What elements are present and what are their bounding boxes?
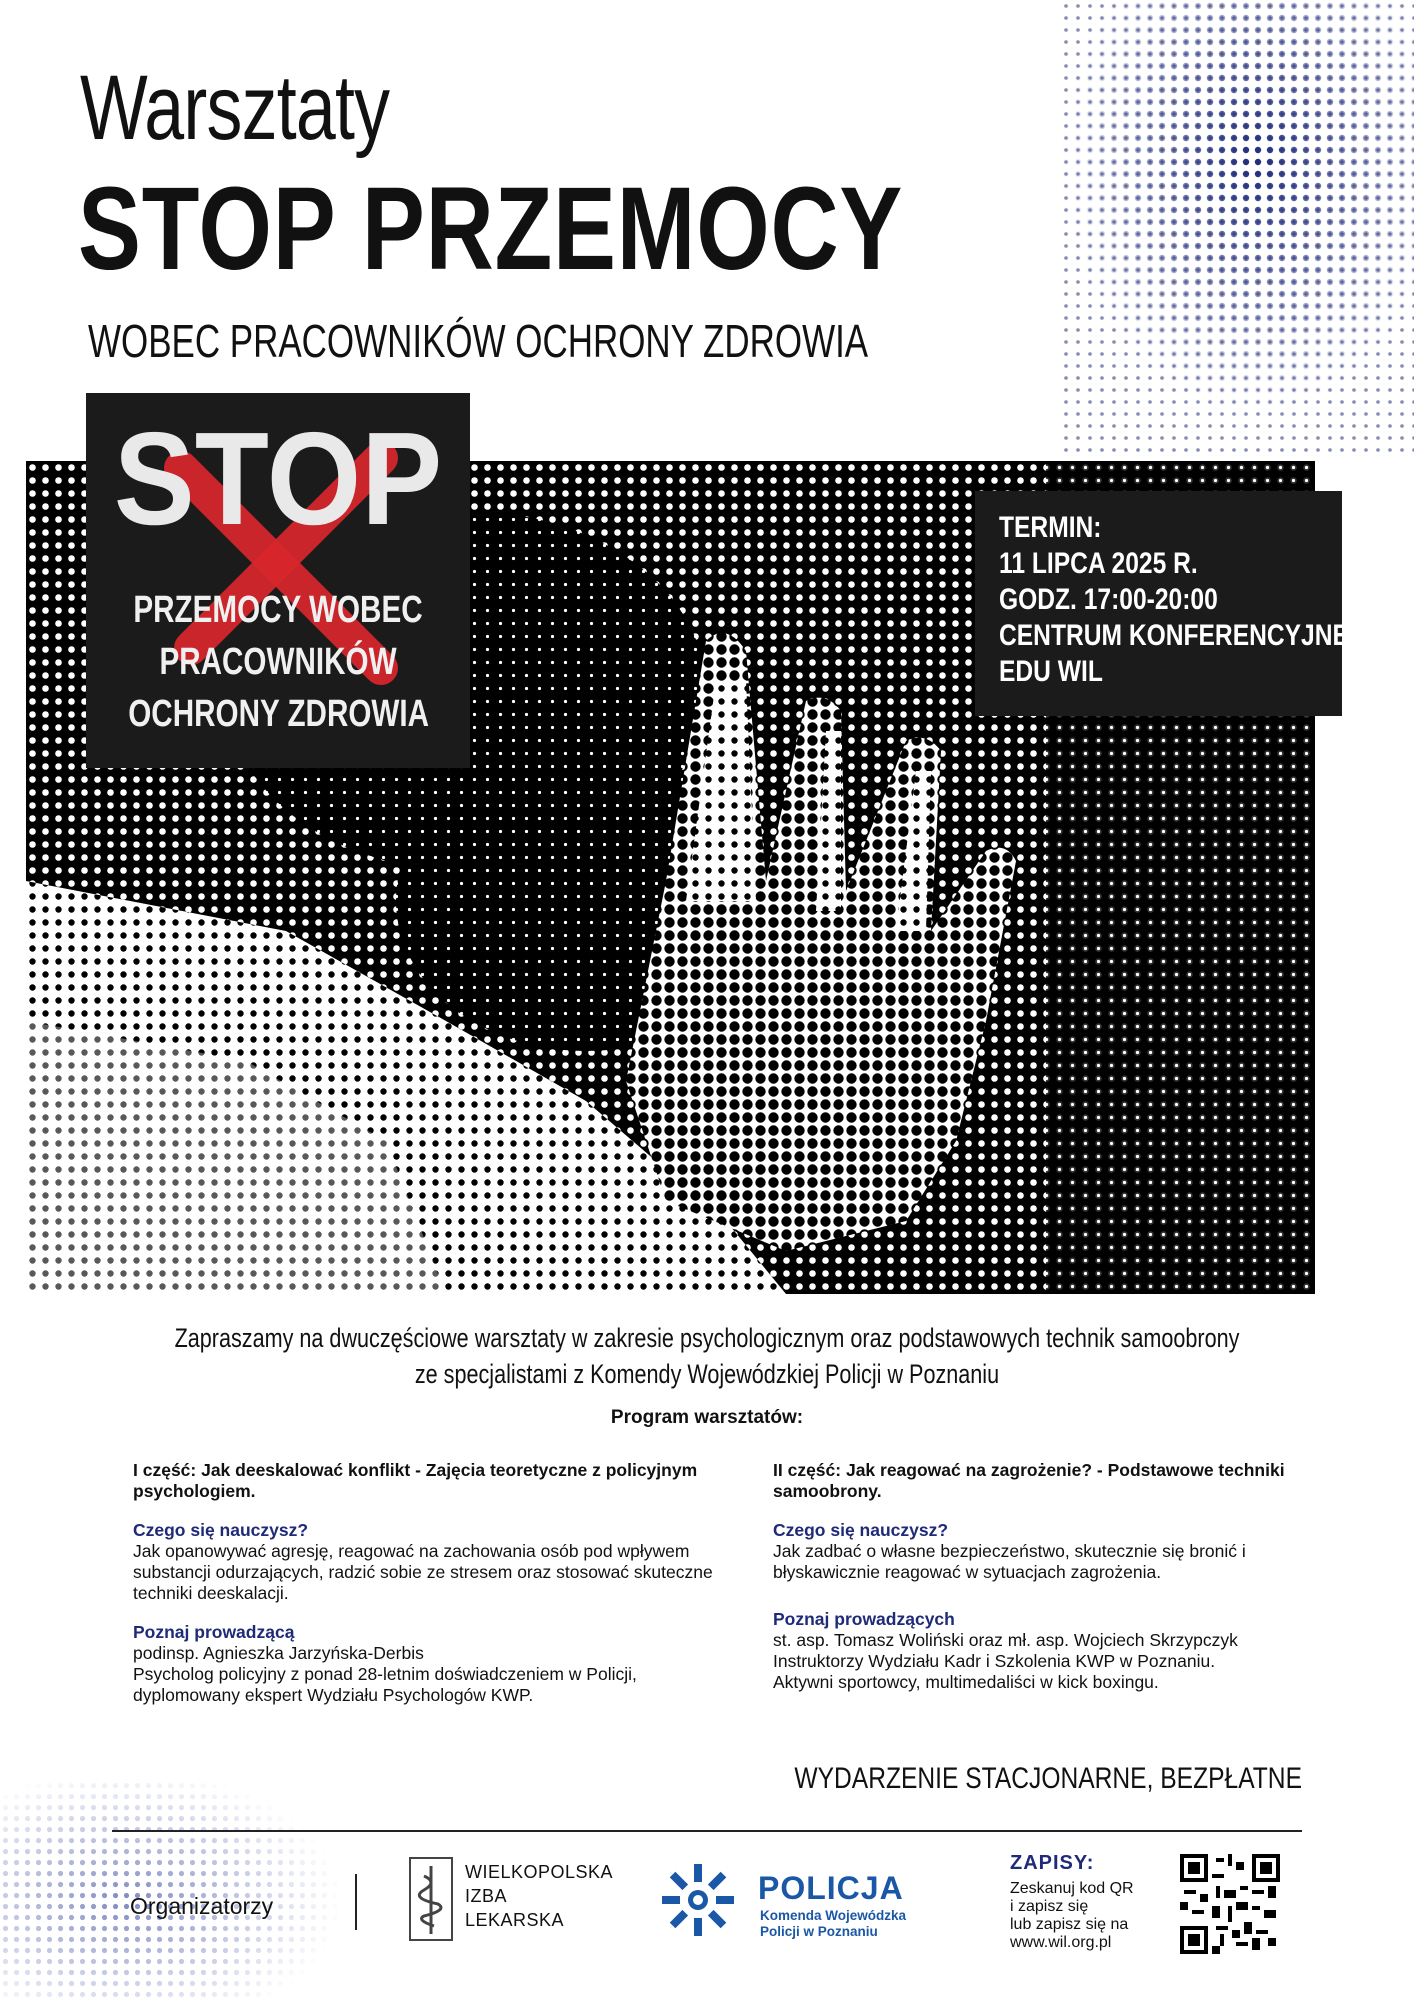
zapisy-line-2: i zapisz się xyxy=(1010,1898,1089,1915)
part-2-lead-role: Instruktorzy Wydziału Kadr i Szkolenia KWP w Poznaniu. xyxy=(773,1651,1216,1671)
part-1-lead-heading: Poznaj prowadzącą xyxy=(133,1622,295,1642)
title-warsztaty: Warsztaty xyxy=(80,57,390,159)
wil-line-3: LEKARSKA xyxy=(465,1910,565,1930)
part-2-learn-heading: Czego się nauczysz? xyxy=(773,1520,949,1540)
program-heading: Program warsztatów: xyxy=(610,1407,804,1428)
intro-text xyxy=(0,1320,1414,1392)
wil-line-2: IZBA xyxy=(465,1886,508,1906)
event-note: WYDARZENIE STACJONARNE, BEZPŁATNE xyxy=(794,1762,1302,1795)
part-2-lead-bio: Aktywni sportowcy, multimedaliści w kick boxingu. xyxy=(773,1672,1159,1692)
termin-label: TERMIN: xyxy=(999,511,1102,544)
stop-line-3: OCHRONY ZDROWIA xyxy=(128,693,430,735)
organizers-label: Organizatorzy xyxy=(130,1893,274,1919)
termin-time: GODZ. 17:00-20:00 xyxy=(999,583,1218,616)
part-1-lead-bio: Psycholog policyjny z ponad 28-letnim doświadczeniem w Policji, dyplomowany ekspert Wydziału Psychologów KWP. xyxy=(133,1664,637,1705)
intro-line-2: ze specjalistami z Komendy Wojewódzkiej Policji w Poznaniu xyxy=(414,1359,1000,1389)
policja-sub-2: Policji w Poznaniu xyxy=(760,1924,878,1939)
zapisy-line-3: lub zapisz się na xyxy=(1010,1916,1129,1933)
part-2-lead-heading: Poznaj prowadzących xyxy=(773,1609,955,1629)
title-stop-przemocy: STOP PRZEMOCY xyxy=(78,163,904,295)
wil-logo-text xyxy=(465,1860,613,1932)
zapisy-line-1: Zeskanuj kod QR xyxy=(1010,1880,1134,1897)
policja-sub-1: Komenda Wojewódzka xyxy=(760,1908,907,1923)
footer-divider xyxy=(112,1830,1302,1832)
stop-word: STOP xyxy=(113,405,443,552)
organizers-separator xyxy=(355,1874,357,1930)
termin-place-2: EDU WIL xyxy=(999,655,1103,688)
part-2-title: II część: Jak reagować na zagrożenie? - Podstawowe techniki samoobrony. xyxy=(773,1460,1285,1501)
intro-line-1: Zapraszamy na dwuczęściowe warsztaty w zakresie psychologicznym oraz podstawowych technik samoobrony xyxy=(174,1323,1240,1353)
staff-of-asclepius-icon xyxy=(408,1856,454,1942)
zapisy-title: ZAPISY: xyxy=(1010,1852,1095,1874)
part-1-title: I część: Jak deeskalować konflikt - Zajęcia teoretyczne z policyjnym psychologiem. xyxy=(133,1460,698,1501)
zapisy-text xyxy=(1010,1880,1134,1952)
halftone-decoration-bottom-left xyxy=(0,1780,360,2000)
title-subtitle: WOBEC PRACOWNIKÓW OCHRONY ZDROWIA xyxy=(88,315,869,367)
program-part-1 xyxy=(133,1460,723,1706)
event-details-box xyxy=(975,491,1349,716)
part-2-learn-text: Jak zadbać o własne bezpieczeństwo, skutecznie się bronić i błyskawicznie reagować w sytuacjach zagrożenia. xyxy=(773,1541,1246,1582)
stop-line-2: PRACOWNIKÓW xyxy=(159,641,397,683)
part-1-learn-heading: Czego się nauczysz? xyxy=(133,1520,309,1540)
halftone-decoration-top-right xyxy=(1060,0,1414,460)
zapisy-line-4[interactable]: www.wil.org.pl xyxy=(1010,1934,1112,1951)
wil-line-1: WIELKOPOLSKA xyxy=(465,1862,614,1882)
program-part-2 xyxy=(773,1460,1313,1693)
part-1-learn-text: Jak opanowywać agresję, reagować na zachowania osób pod wpływem substancji odurzających, radzić sobie ze stresem oraz stosować skuteczne techniki deeskalacji. xyxy=(133,1541,713,1603)
part-2-lead-names: st. asp. Tomasz Woliński oraz mł. asp. Wojciech Skrzypczyk xyxy=(773,1630,1238,1650)
police-star-icon xyxy=(660,1862,736,1938)
stop-line-1: PRZEMOCY WOBEC xyxy=(133,589,423,631)
policja-subtitle xyxy=(760,1908,906,1940)
termin-date: 11 LIPCA 2025 R. xyxy=(999,547,1198,580)
qr-code[interactable] xyxy=(1180,1854,1280,1954)
policja-title: POLICJA xyxy=(758,1870,904,1906)
part-1-lead-name: podinsp. Agnieszka Jarzyńska-Derbis xyxy=(133,1643,424,1663)
termin-place-1: CENTRUM KONFERENCYJNE xyxy=(999,619,1349,652)
stop-violence-badge xyxy=(86,393,470,768)
